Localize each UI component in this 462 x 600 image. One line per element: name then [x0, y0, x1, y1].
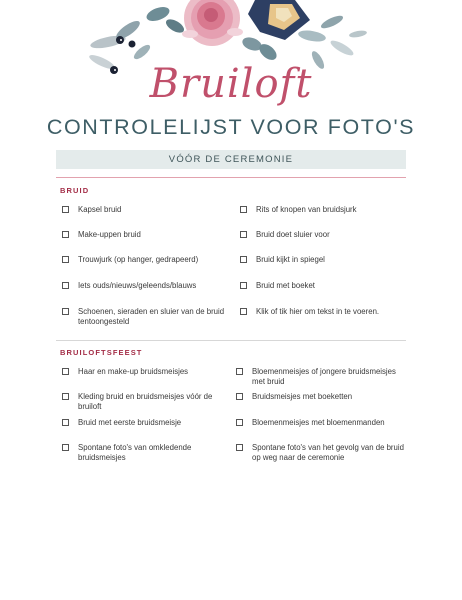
checkbox[interactable]	[62, 393, 69, 400]
item-label: Iets ouds/nieuws/geleends/blauws	[78, 281, 197, 290]
checkbox[interactable]	[240, 206, 247, 213]
section-heading-bruid: BRUID	[60, 186, 90, 195]
item-label: Kapsel bruid	[78, 205, 122, 214]
checkbox[interactable]	[62, 231, 69, 238]
pink-rose	[182, 0, 243, 46]
item-label: Bruid met eerste bruidsmeisje	[78, 418, 182, 427]
checkbox[interactable]	[240, 256, 247, 263]
divider-top	[56, 177, 406, 178]
checkbox[interactable]	[62, 256, 69, 263]
item-label: Trouwjurk (op hanger, gedrapeerd)	[78, 255, 199, 264]
item-label: Bruid doet sluier voor	[256, 230, 330, 239]
item-label: Kleding bruid en bruidsmeisjes vóór de bruiloft	[78, 392, 213, 411]
text-placeholder[interactable]: Klik of tik hier om tekst in te voeren.	[256, 307, 380, 316]
item-label: Bloemenmeisjes met bloemenmanden	[252, 418, 385, 427]
item-label: Haar en make-up bruidsmeisjes	[78, 367, 189, 376]
checkbox[interactable]	[62, 444, 69, 451]
checkbox[interactable]	[240, 231, 247, 238]
item-label: Bruid met boeket	[256, 281, 315, 290]
item-label: Bruid kijkt in spiegel	[256, 255, 325, 264]
checkbox[interactable]	[240, 308, 247, 315]
item-label: Rits of knopen van bruidsjurk	[256, 205, 357, 214]
checkbox[interactable]	[236, 419, 243, 426]
checkbox[interactable]	[236, 368, 243, 375]
checkbox[interactable]	[62, 206, 69, 213]
checkbox[interactable]	[236, 444, 243, 451]
item-label: Make-uppen bruid	[78, 230, 141, 239]
item-label: Bruidsmeisjes met boeketten	[252, 392, 353, 401]
script-title: Bruiloft	[149, 61, 313, 107]
item-label: Schoenen, sieraden en sluier van de bruid tentoongesteld	[78, 307, 225, 326]
checkbox[interactable]	[236, 393, 243, 400]
checkbox[interactable]	[62, 368, 69, 375]
divider-middle	[56, 340, 406, 341]
item-label: Bloemenmeisjes of jongere bruidsmeisjes met bruid	[252, 367, 396, 386]
item-label: Spontane foto's van omkledende bruidsmeisjes	[78, 443, 192, 462]
item-label: Spontane foto's van het gevolg van de bruid op weg naar de ceremonie	[252, 443, 404, 462]
checkbox[interactable]	[62, 308, 69, 315]
checkbox[interactable]	[240, 282, 247, 289]
ceremony-banner: VÓÓR DE CEREMONIE	[56, 150, 406, 169]
checkbox[interactable]	[62, 419, 69, 426]
page-title: CONTROLELIJST VOOR FOTO'S	[46, 115, 416, 139]
section-heading-bruiloftsfeest: BRUILOFTSFEEST	[60, 348, 143, 357]
checkbox[interactable]	[62, 282, 69, 289]
